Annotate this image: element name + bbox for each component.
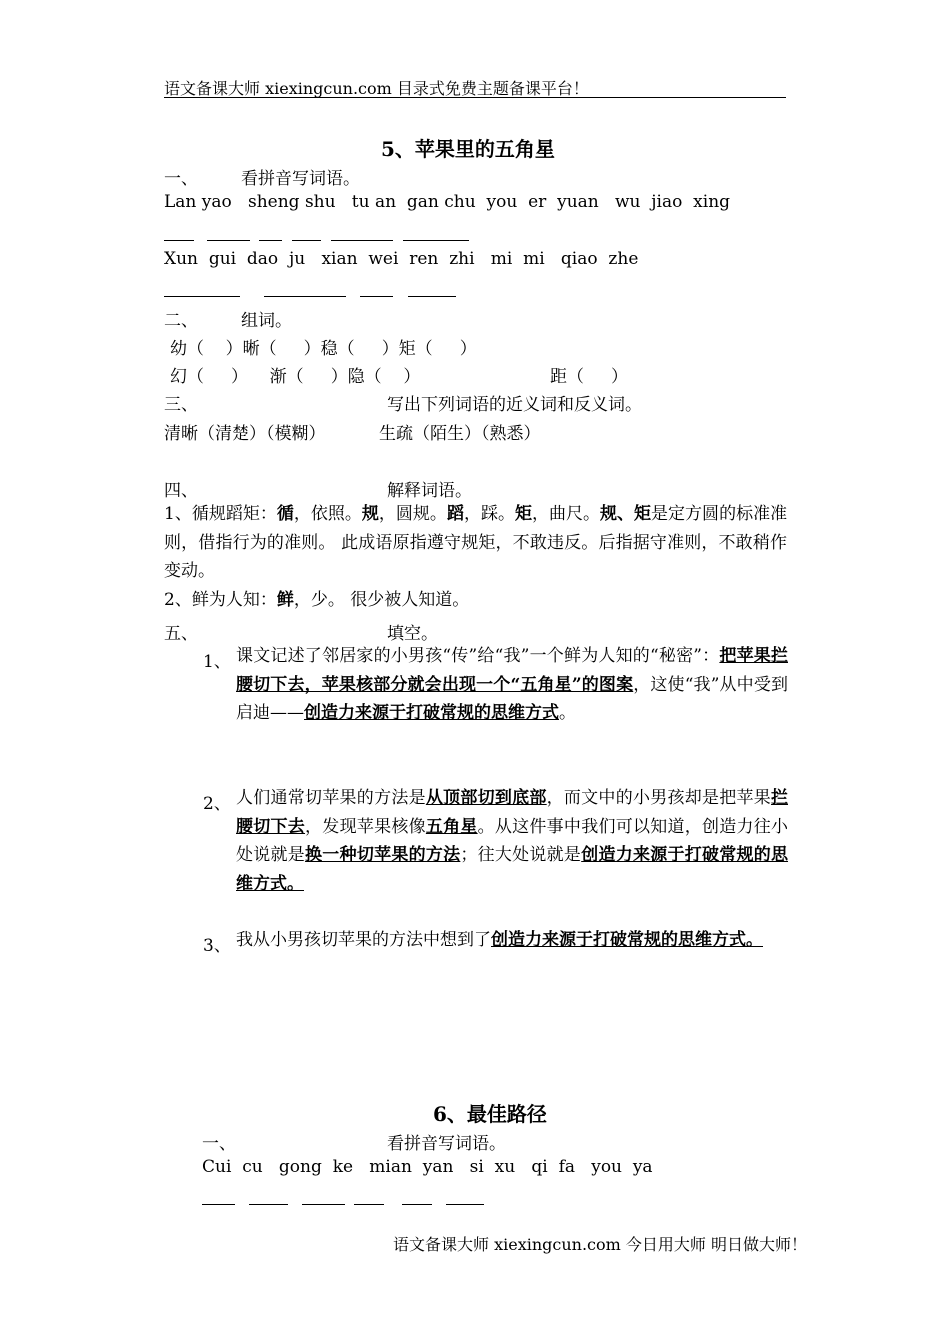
pinyin-line-1	[164, 192, 730, 212]
zuci-item: ）隐（	[330, 367, 382, 387]
answer-blank[interactable]	[403, 240, 469, 241]
fill-text: ；往大处说就是	[460, 845, 582, 865]
zuci-item: ）矩（	[381, 339, 433, 359]
lesson6-section1-label: 看拼音写词语。	[387, 1134, 506, 1154]
answer-blank[interactable]	[249, 1204, 288, 1205]
fill-text: 课文记述了邻居家的小男孩“传”给“我”一个鲜为人知的“秘密”：	[236, 646, 720, 666]
fill-text: 人们通常切苹果的方法是	[236, 788, 426, 808]
explain-keyword: 矩	[514, 504, 532, 524]
explain-text: 2、鲜为人知：	[164, 590, 277, 610]
section3-label: 写出下列词语的近义词和反义词。	[387, 395, 642, 415]
zuci-row-2-last	[550, 362, 628, 387]
zuci-item: ）	[611, 367, 629, 387]
fill-answer: 拦腰切下去	[236, 788, 789, 837]
zuci-item: ）稳（	[303, 339, 355, 359]
answer-blank[interactable]	[302, 1204, 345, 1205]
pinyin-word: mi	[523, 249, 545, 269]
explanation-2	[164, 586, 469, 615]
lesson5-title: 5、苹果里的五角星	[381, 137, 555, 161]
fill-item-3	[236, 926, 788, 955]
fill-text: ，发现苹果核像	[305, 816, 426, 837]
explain-text: 1、循规蹈矩：	[164, 504, 277, 524]
pinyin-word: jiao	[651, 192, 683, 212]
answer-blank[interactable]	[259, 240, 282, 241]
pinyin-word: ju	[288, 249, 306, 269]
fill-answer: 把苹果拦腰切下去，苹果核部分就会出现一个“五角星”的图案	[236, 646, 788, 695]
pinyin-word: ke	[332, 1157, 354, 1177]
zuci-item: ）	[459, 339, 477, 359]
pinyin-word: xian	[321, 249, 358, 269]
explain-text: 是定方圆的标准准则，借指行为的准则。 此成语原指遵守规矩，不敢违反。后指据守准则，不敢稍作变动。	[164, 504, 788, 581]
fill-text: ，而文中的小男孩却是把苹果	[546, 788, 772, 808]
lesson6-pinyin-line	[202, 1157, 653, 1177]
word-pair: 清晰（清楚）（模糊）	[164, 424, 326, 444]
answer-blank[interactable]	[164, 240, 194, 241]
answer-blank[interactable]	[331, 240, 393, 241]
pinyin-word: mi	[490, 249, 513, 269]
pinyin-word: sheng shu	[247, 192, 336, 212]
pinyin-word: xing	[693, 192, 731, 212]
fill-text: ，这使“我”从中受到启迪——	[236, 674, 788, 723]
explanation-1	[164, 500, 787, 586]
pinyin-word: gong	[278, 1157, 322, 1177]
pinyin-word: qi	[531, 1157, 548, 1177]
section4-label: 解释词语。	[387, 481, 472, 501]
pinyin-word: mian	[369, 1157, 412, 1177]
answer-blank[interactable]	[446, 1204, 484, 1205]
fill-number: 2、	[203, 794, 231, 814]
pinyin-word: tu an	[351, 192, 397, 212]
answer-blank[interactable]	[207, 240, 250, 241]
fill-answer: 创造力来源于打破常规的思维方式。	[491, 930, 763, 950]
answer-blank[interactable]	[408, 296, 456, 297]
pinyin-word: yuan	[557, 192, 599, 212]
pinyin-line-2	[164, 249, 638, 269]
fill-item-1	[236, 642, 788, 728]
answer-blank[interactable]	[354, 1204, 384, 1205]
explain-text: ，少。 很少被人知道。	[293, 590, 470, 610]
fill-text: 我从小男孩切苹果的方法中想到了	[236, 930, 491, 950]
pinyin-word: cu	[242, 1157, 263, 1177]
zuci-item: 渐（	[269, 367, 304, 387]
fill-text: 。	[559, 703, 576, 723]
pinyin-word: yan	[422, 1157, 454, 1177]
pinyin-word: xu	[494, 1157, 516, 1177]
explain-keyword: 规	[361, 504, 379, 524]
explain-keyword: 循	[276, 504, 294, 524]
page-header: 语文备课大师 xiexingcun.com 目录式免费主题备课平台！	[164, 79, 589, 98]
section2-label: 组词。	[241, 311, 292, 331]
word-pair: 生疏（陌生）（熟悉）	[379, 424, 541, 444]
zuci-item: 距（	[550, 367, 584, 387]
pinyin-word: ya	[632, 1157, 653, 1177]
zuci-item: ）	[231, 367, 249, 387]
pinyin-word: Cui	[202, 1157, 232, 1177]
explain-text: ，依照。	[293, 504, 362, 524]
pinyin-word: zhi	[449, 249, 475, 269]
pinyin-word: you	[486, 192, 518, 212]
pinyin-word: si	[469, 1157, 484, 1177]
zuci-row-1	[170, 334, 477, 359]
explain-text: ，曲尺。	[532, 504, 601, 524]
lesson6-section1-number: 一、	[202, 1134, 236, 1154]
page-footer: 语文备课大师 xiexingcun.com 今日用大师 明日做大师！	[393, 1235, 807, 1254]
pinyin-word: wu	[614, 192, 641, 212]
section5-label: 填空。	[387, 624, 438, 644]
pinyin-word: ren	[409, 249, 439, 269]
zuci-item: ）晰（	[225, 339, 277, 359]
lesson6-title: 6、最佳路径	[433, 1102, 547, 1126]
explain-keyword: 鲜	[276, 590, 294, 610]
explain-keyword: 蹈	[446, 504, 464, 524]
section4-number: 四、	[164, 481, 198, 501]
explain-text: ，踩。	[463, 504, 515, 524]
fill-answer: 五角星	[425, 816, 478, 837]
explain-keyword: 规、矩	[600, 504, 652, 524]
header-rule	[164, 97, 786, 98]
fill-text: 。从这件事中我们可以知道，创造力往小处说就是	[236, 816, 789, 865]
pinyin-word: wei	[368, 249, 399, 269]
fill-answer: 换一种切苹果的方法	[305, 845, 461, 865]
zuci-item: ）	[403, 367, 421, 387]
pinyin-word: gui	[208, 249, 237, 269]
zuci-row-2	[170, 362, 420, 387]
answer-blank[interactable]	[292, 240, 321, 241]
section5-number: 五、	[164, 624, 198, 644]
pinyin-word: zhe	[608, 249, 639, 269]
fill-item-2	[236, 784, 788, 898]
zuci-item: 幻（	[170, 367, 204, 387]
answer-blank[interactable]	[264, 296, 346, 297]
pinyin-word: er	[528, 192, 547, 212]
pinyin-word: gan chu	[406, 192, 476, 212]
zuci-item: 幼（	[170, 339, 204, 359]
answer-blank[interactable]	[164, 296, 240, 297]
fill-number: 1、	[203, 652, 231, 672]
pinyin-word: fa	[558, 1157, 575, 1177]
fill-answer: 创造力来源于打破常规的思维方式。	[236, 845, 789, 894]
section2-number: 二、	[164, 311, 198, 331]
fill-answer: 创造力来源于打破常规的思维方式	[304, 703, 559, 723]
section3-number: 三、	[164, 395, 198, 415]
explain-text: ，圆规。	[378, 504, 447, 524]
pinyin-word: you	[591, 1157, 623, 1177]
pinyin-word: Xun	[164, 249, 198, 269]
section1-number: 一、	[164, 169, 198, 189]
answer-blank[interactable]	[360, 296, 393, 297]
answer-blank[interactable]	[202, 1204, 235, 1205]
pinyin-word: qiao	[560, 249, 598, 269]
pinyin-word: Lan yao	[164, 192, 232, 212]
pinyin-word: dao	[246, 249, 279, 269]
fill-number: 3、	[203, 936, 231, 956]
fill-answer: 从顶部切到底部	[425, 788, 547, 808]
answer-blank[interactable]	[402, 1204, 432, 1205]
section1-label: 看拼音写词语。	[241, 169, 360, 189]
